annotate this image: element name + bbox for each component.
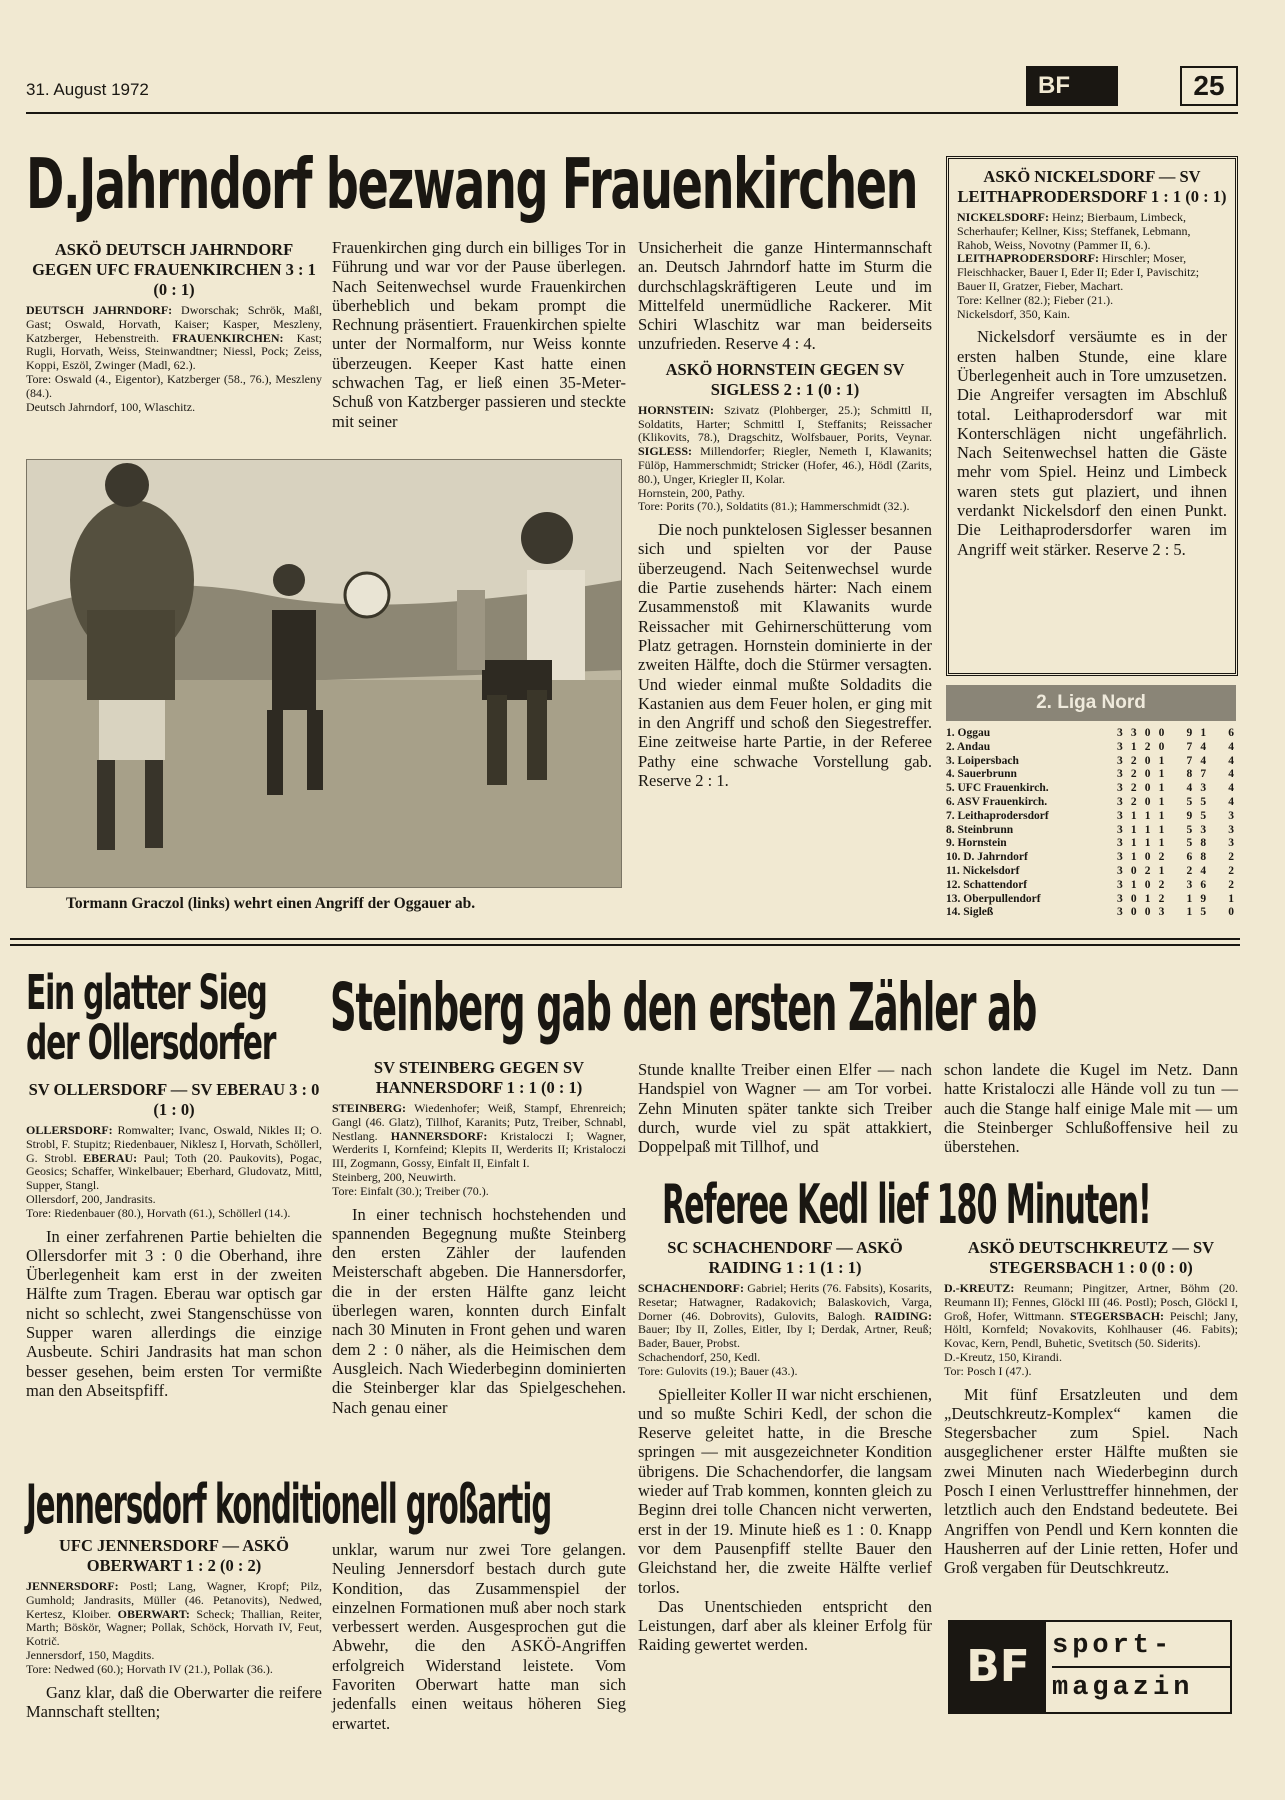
logo-brand: BF	[950, 1622, 1046, 1712]
stat-l: 0	[1158, 727, 1165, 739]
stat-l: 1	[1158, 809, 1165, 822]
match-photo-illustration	[27, 460, 622, 888]
lineup-away: Bauer; Iby II, Zolles, Eitler, Iby I; Derdak, Artner, Reuß; Bader, Bauer, Probst.	[638, 1322, 932, 1351]
stat-d: 0	[1144, 906, 1151, 919]
match-photo	[26, 459, 622, 888]
spacer	[1168, 782, 1182, 796]
stat-points: 2	[1228, 851, 1234, 864]
stat-s: 3	[1116, 727, 1123, 739]
league-table-row	[946, 768, 1238, 782]
goals-line: Tore: Oswald (4., Eigentor), Katzberger (58., 76.), Meszleny (84.).	[26, 371, 322, 400]
league-table-row	[946, 824, 1238, 838]
lineup-away: Scheck; Thallian, Reiter, Marth; Böskör, Wagner; Pollak, Schöck, Horvath IV, Feut, Kotrič.	[26, 1606, 323, 1649]
spacer	[1210, 755, 1224, 769]
lineup-label: OBERWART:	[117, 1606, 190, 1621]
spacer	[1168, 906, 1182, 920]
stat-l: 1	[1158, 837, 1165, 850]
article1-col1	[26, 238, 322, 420]
stat-s: 3	[1116, 795, 1123, 808]
stat-d: 0	[1144, 768, 1151, 781]
lineup-label: NICKELSDORF:	[957, 210, 1050, 224]
lineup-label: D.-KREUTZ:	[944, 1281, 1015, 1295]
goals-line: Tore: Einfalt (30.); Treiber (70.).	[332, 1183, 489, 1198]
goals-line: Tore: Porits (70.), Soldatits (81.); Hammerschmidt (32.).	[638, 499, 910, 514]
stat-ga: 4	[1200, 740, 1207, 753]
stat-ga: 4	[1200, 864, 1207, 877]
stat-s: 3	[1116, 823, 1123, 836]
stat-gf: 7	[1186, 740, 1193, 753]
stat-d: 2	[1144, 740, 1151, 753]
stat-l: 1	[1158, 768, 1165, 781]
stat-d: 0	[1144, 754, 1151, 767]
spacer	[1210, 906, 1224, 920]
spacer	[1168, 837, 1182, 851]
article6-lineups	[26, 1580, 322, 1677]
goals-line: Tore: Riedenbauer (80.), Horvath (61.), Schöllerl (14.).	[26, 1205, 291, 1220]
stat-ga: 9	[1200, 892, 1207, 905]
article5-text: In einer technisch hochstehenden und spannenden Begegnung mußte Steinberg den ersten Zähler der laufenden Meisterschaft abgeben. Die Hannersdorfer, die in der ersten Hälfte ganz leicht überlegen waren, konnten durch Einfalt nach 30 Minuten in Front gehen und waren dem 2 : 0 näher, als die Heimischen dem Ausgleich. Nach Wiederbeginn dominierten die Steinberger klar das Spielgeschehen. Nach genau einer	[332, 1204, 626, 1417]
spacer	[1168, 768, 1182, 782]
stat-s: 3	[1116, 754, 1123, 767]
stat-ga: 6	[1200, 878, 1207, 891]
lineup-label: RAIDING:	[874, 1308, 933, 1323]
goals-line: Tor: Posch I (47.).	[944, 1363, 1032, 1378]
stat-w: 1	[1130, 740, 1137, 753]
attendance-line: Schachendorf, 250, Kedl.	[638, 1349, 761, 1364]
stat-points: 3	[1228, 823, 1234, 836]
stat-ga: 5	[1200, 795, 1207, 808]
lineup-label: JENNERSDORF:	[26, 1579, 119, 1593]
stat-ga: 8	[1200, 851, 1207, 864]
lineup-label: LEITHAPRODERSDORF:	[957, 251, 1100, 266]
stat-l: 1	[1158, 782, 1165, 795]
stat-l: 0	[1158, 740, 1165, 753]
spacer	[1168, 796, 1182, 810]
stat-w: 1	[1130, 809, 1137, 822]
spacer	[1210, 824, 1224, 838]
stat-ga: 5	[1200, 809, 1207, 822]
stat-l: 2	[1158, 851, 1165, 864]
lineup-label: DEUTSCH JAHRNDORF:	[26, 303, 173, 317]
league-table-row	[946, 727, 1238, 741]
article8-text: Mit fünf Ersatzleuten und dem „Deutschkreutz-Komplex“ kamen die Stegersbacher zum Spiel. Nach ausgeglichener erster Hälfte mußten sie zwei Minuten nach Wiederbeginn durch Posch I einen Verlusttreffer hinnehmen, der letztlich auch den Endstand bedeutete. Bei Angriffen von Pendl und Kern konnten die Hausherren auf der Linie retten, Hofer und Groß vergaben für Deutschkreutz.	[944, 1384, 1238, 1578]
attendance-line: Ollersdorf, 200, Jandrasits.	[26, 1191, 156, 1206]
lineup-label: HANNERSDORF:	[390, 1128, 488, 1143]
stat-points: 4	[1228, 782, 1234, 795]
article7-subhead: SC SCHACHENDORF — ASKÖ RAIDING 1 : 1 (1 : 1)	[667, 1238, 903, 1277]
attendance-line: D.-Kreutz, 150, Kirandi.	[944, 1349, 1062, 1364]
spacer	[1210, 810, 1224, 824]
page-date: 31. August 1972	[26, 80, 149, 99]
stat-ga: 1	[1200, 727, 1207, 739]
stat-gf: 2	[1186, 864, 1193, 877]
stat-gf: 8	[1186, 768, 1193, 781]
league-table-row	[946, 755, 1238, 769]
headline-kedl: Referee Kedl lief 180 Minuten!	[662, 1173, 1151, 1236]
stat-gf: 7	[1186, 754, 1193, 767]
lineup-home: Wiedenhofer; Weiß, Stampf, Ehrenreich; Gangl (46. Glatz), Tillhof, Karanits; Putz, Treiber, Schnabl, Nestlang.	[332, 1101, 626, 1143]
spacer	[1210, 727, 1224, 741]
article4-subhead: SV OLLERSDORF — SV EBERAU 3 : 0 (1 : 0)	[28, 1080, 320, 1119]
spacer	[1210, 851, 1224, 865]
article1-lineups	[26, 304, 322, 414]
spacer	[1168, 727, 1182, 741]
article1-col3	[638, 238, 932, 790]
stat-s: 3	[1116, 837, 1123, 850]
spacer	[1168, 879, 1182, 893]
team-name: 6. ASV Frauenkirch.	[946, 795, 1048, 808]
stat-points: 0	[1228, 906, 1234, 919]
stat-l: 2	[1158, 892, 1165, 905]
team-name: 13. Oberpullendorf	[946, 892, 1041, 905]
masthead-rule	[26, 112, 1238, 114]
stat-gf: 6	[1186, 851, 1193, 864]
attendance-line: Deutsch Jahrndorf, 100, Wlaschitz.	[26, 399, 196, 414]
stat-w: 1	[1130, 878, 1137, 891]
lineup-away: Millendorfer; Riegler, Nemeth I, Klawanits; Fülöp, Hammerschmidt; Stricker (Hofer, 46.), Hödl (Zarits, 80.), Unger, Kriegler II, Kolar.	[638, 444, 932, 486]
stat-points: 4	[1228, 795, 1234, 808]
stat-w: 1	[1130, 837, 1137, 850]
brand-badge: BF	[1026, 66, 1118, 106]
stat-l: 1	[1158, 795, 1165, 808]
stat-points: 6	[1228, 727, 1234, 739]
lineup-home: Gabriel; Herits (76. Fabsits), Kosarits, Resetar; Hatwagner, Radakovich; Balaskovich, Varga, Dorner (46. Dobrovits), Gulovits, Balogh.	[638, 1281, 933, 1323]
article6-subhead: UFC JENNERSDORF — ASKÖ OBERWART 1 : 2 (0 : 2)	[59, 1536, 289, 1575]
page-number: 25	[1180, 66, 1238, 106]
league-table-row	[946, 796, 1238, 810]
article2-text: Die noch punktelosen Siglesser besannen sich und spielten vor der Pause überzeugend. Nach Seitenwechsel wurde die Partie zusehends härter: Nach einem Zusammenstoß mit Klawanits wurde Reissacher mit Gehirnerschütterung vom Platz getragen. Hornstein dominierte in der zweiten Hälfte, doch die Stürmer versagten. Und wieder einmal mußte Soldadits die Kastanien aus dem Feuer holen, er ging mit in den Angriff und schoß den Siegestreffer. Eine zeitweise harte Partie, in der Referee Pathy eine schwache Vorstellung gab. Reserve 2 : 1.	[638, 520, 932, 791]
lineup-home: Dworschak; Schrök, Maßl, Gast; Oswald, Horvath, Kaiser; Kasper, Meszleny, Katzberger, Hebenstreith.	[26, 303, 323, 345]
team-name: 4. Sauerbrunn	[946, 768, 1017, 781]
goals-line: Tore: Gulovits (19.); Bauer (43.).	[638, 1363, 798, 1378]
article3-lineups	[957, 211, 1227, 321]
stat-ga: 4	[1200, 754, 1207, 767]
team-name: 14. Sigleß	[946, 906, 994, 919]
article3-subhead: ASKÖ NICKELSDORF — SV LEITHAPRODERSDORF 1 : 1 (0 : 1)	[957, 167, 1227, 206]
lineup-label: FRAUENKIRCHEN:	[172, 330, 284, 345]
league-table-row	[946, 906, 1238, 920]
lineup-away: Peischl; Jany, Höltl, Kornfeld; Novakovits, Kohlhauser (46. Fabits); Kovac, Kern, Pendl, Buhetic, Svetitsch (50. Siderits).	[944, 1308, 1238, 1351]
lineup-home: Heinz; Bierbaum, Limbeck, Scherhaufer; Kellner, Kiss; Steffanek, Lebmann, Rahob, Weiss, Novotny (Pammer II, 6.).	[957, 210, 1191, 252]
team-name: 8. Steinbrunn	[946, 823, 1014, 836]
headline-jennersdorf: Jennersdorf konditionell großartig	[26, 1473, 552, 1536]
league-table-row	[946, 879, 1238, 893]
stat-points: 2	[1228, 864, 1234, 877]
stat-w: 0	[1130, 864, 1137, 877]
team-name: 7. Leithaprodersdorf	[946, 809, 1049, 822]
logo-wordmark	[1046, 1622, 1230, 1712]
lineup-home: Szivatz (Plohberger, 25.); Schmittl II, Soldatits, Harter; Schmittl I, Steffanits; Reissacher (Klikovits, 78.), Dragschitz, Wolfsbauer, Porits, Veynar.	[638, 402, 933, 445]
stat-gf: 5	[1186, 837, 1193, 850]
spacer	[1168, 893, 1182, 907]
league-table-row	[946, 893, 1238, 907]
spacer	[1168, 741, 1182, 755]
sportmagazin-logo	[948, 1620, 1232, 1714]
article4-col	[26, 1078, 322, 1400]
photo-caption: Tormann Graczol (links) wehrt einen Angriff der Oggauer ab.	[66, 895, 476, 912]
stat-points: 1	[1228, 892, 1234, 905]
article6-col2: unklar, warum nur zwei Tore gelangen. Neuling Jennersdorf bestach durch gute Kondition, das Zusammenspiel der einzelnen Formationen muß aber noch stark verbessert werden. Ausgesprochen gut die Abwehr, die den ASKÖ-Angriffen erfolgreich Widerstand leistete. Vom Favoriten Oberwart hatte man sich jedenfalls einen weitaus höheren Sieg erwartet.	[332, 1540, 626, 1733]
stat-gf: 3	[1186, 878, 1193, 891]
article8-lineups	[944, 1282, 1238, 1379]
spacer	[1168, 755, 1182, 769]
stat-w: 2	[1130, 782, 1137, 795]
stat-s: 3	[1116, 809, 1123, 822]
team-name: 9. Hornstein	[946, 837, 1007, 850]
article6-text: Ganz klar, daß die Oberwarter die reifere Mannschaft stellten;	[26, 1682, 322, 1721]
article3-box	[946, 156, 1238, 676]
article5-subhead: SV STEINBERG GEGEN SV HANNERSDORF 1 : 1 (0 : 1)	[373, 1058, 585, 1097]
stat-gf: 5	[1186, 795, 1193, 808]
stat-points: 3	[1228, 837, 1234, 850]
lineup-away: Kristaloczi I; Wagner, Werderits I, Kornfeind; Klepits II, Werderits II; Kristaloczi III, Zogmann, Gossy, Einfalt II, Einfalt I.	[332, 1128, 626, 1171]
team-name: 2. Andau	[946, 740, 991, 753]
article2-lineups	[638, 404, 932, 514]
lineup-label: EBERAU:	[83, 1150, 138, 1165]
stat-s: 3	[1116, 878, 1123, 891]
spacer	[1210, 796, 1224, 810]
stat-points: 3	[1228, 809, 1234, 822]
headline-line: der Ollersdorfer	[26, 1015, 276, 1072]
article7-col	[638, 1236, 932, 1655]
article5-col1	[332, 1056, 626, 1417]
league-table-row	[946, 741, 1238, 755]
goals-line: Tore: Kellner (82.); Fieber (21.).	[957, 292, 1114, 307]
stat-d: 0	[1144, 795, 1151, 808]
lineup-label: STEGERSBACH:	[1070, 1308, 1165, 1323]
team-name: 10. D. Jahrndorf	[946, 851, 1028, 864]
league-table	[946, 727, 1238, 920]
spacer	[1210, 879, 1224, 893]
league-table-row	[946, 837, 1238, 851]
team-name: 12. Schattendorf	[946, 878, 1028, 891]
lineup-away: Kast; Rugli, Horvath, Weiss, Steinwandtner; Niessl, Pock; Zeiss, Koppi, Eszöl, Zwinger (Madl, 62.).	[26, 330, 323, 373]
stat-s: 3	[1116, 768, 1123, 781]
stat-ga: 3	[1200, 782, 1207, 795]
stat-ga: 7	[1200, 768, 1207, 781]
attendance-line: Jennersdorf, 150, Magdits.	[26, 1647, 155, 1662]
stat-w: 2	[1130, 795, 1137, 808]
stat-ga: 3	[1200, 823, 1207, 836]
article5-col3: schon landete die Kugel im Netz. Dann hatte Kristaloczi alle Hände voll zu tun — auch die Stange half einige Male mit — um die Steinberger Schlußoffensive heil zu überstehen.	[944, 1060, 1238, 1157]
attendance-line: Steinberg, 200, Neuwirth.	[332, 1169, 457, 1184]
stat-l: 2	[1158, 878, 1165, 891]
logo-word: sport-	[1052, 1631, 1174, 1661]
stat-d: 1	[1144, 892, 1151, 905]
lineup-home: Reumann; Pingitzer, Artner, Böhm (20. Reumann II); Fennes, Glöckl III (46. Postl); Posch, Glöckl I, Groß, Hofer, Wittmann.	[944, 1281, 1239, 1323]
article2-subhead: ASKÖ HORNSTEIN GEGEN SV SIGLESS 2 : 1 (0 : 1)	[665, 359, 905, 399]
spacer	[1210, 782, 1224, 796]
lineup-away: Hirschler; Moser, Fleischhacker, Bauer I, Eder II; Eder I, Pavischitz; Bauer II, Gratzer, Fieber, Machart.	[957, 251, 1200, 293]
stat-d: 0	[1144, 782, 1151, 795]
stat-points: 2	[1228, 878, 1234, 891]
article1-col2: Frauenkirchen ging durch ein billiges Tor in Führung und war vor der Pause überlegen. Nach Seitenwechsel wurde Frauenkirchen überheblich und bekam prompt die Rechnung präsentiert. Frauenkirchen spielte unter der Normalform, nur Weiss konnte überzeugen. Keeper Kast hatte einen schwachen Tag, er ließ einen 35-Meter-Schuß von Katzberger passieren und steckte mit seiner	[332, 238, 626, 431]
lineup-label: HORNSTEIN:	[638, 402, 715, 417]
league-table-row	[946, 810, 1238, 824]
stat-w: 3	[1130, 727, 1137, 739]
stat-s: 3	[1116, 864, 1123, 877]
stat-w: 1	[1130, 851, 1137, 864]
spacer	[1168, 824, 1182, 838]
headline-line: Ein glatter Sieg	[26, 965, 267, 1021]
spacer	[1210, 893, 1224, 907]
stat-l: 1	[1158, 864, 1165, 877]
stat-d: 1	[1144, 809, 1151, 822]
headline-steinberg: Steinberg gab den ersten Zähler ab	[330, 969, 1037, 1046]
stat-d: 0	[1144, 727, 1151, 739]
spacer	[1210, 768, 1224, 782]
article8-col	[944, 1236, 1238, 1578]
stat-w: 1	[1130, 823, 1137, 836]
league-table-title: 2. Liga Nord	[946, 685, 1236, 721]
stat-d: 1	[1144, 823, 1151, 836]
headline-ollersdorf	[26, 965, 276, 1072]
section-separator	[10, 938, 1240, 946]
stat-points: 4	[1228, 768, 1234, 781]
stat-d: 1	[1144, 837, 1151, 850]
league-table-row	[946, 851, 1238, 865]
stat-d: 0	[1144, 878, 1151, 891]
stat-w: 2	[1130, 754, 1137, 767]
stat-points: 4	[1228, 754, 1234, 767]
stat-w: 2	[1130, 768, 1137, 781]
stat-s: 3	[1116, 906, 1123, 919]
team-name: 5. UFC Frauenkirch.	[946, 782, 1049, 795]
article8-subhead: ASKÖ DEUTSCHKREUTZ — SV STEGERSBACH 1 : 0 (0 : 0)	[967, 1238, 1215, 1277]
stat-s: 3	[1116, 740, 1123, 753]
article6-col1	[26, 1534, 322, 1721]
spacer	[1210, 837, 1224, 851]
article4-lineups	[26, 1124, 322, 1221]
headline-jahrndorf: D.Jahrndorf bezwang Frauenkirchen	[26, 143, 918, 225]
stat-d: 0	[1144, 851, 1151, 864]
article3-text: Nickelsdorf versäumte es in der ersten halben Stunde, eine klare Überlegenheit auch in Tore umzusetzen. Die Angreifer versagten im Abschluß total. Leithaprodersdorf war mit Konterschlägen nicht ungefährlich. Nach Seitenwechsel hatten die Gäste mehr vom Spiel. Heinz und Limbeck waren stets gut plaziert, und ihnen verdankt Nickelsdorf den einen Punkt. Die Leithaprodersdorfer waren im Angriff weit stärker. Reserve 2 : 5.	[957, 327, 1227, 559]
lineup-label: SIGLESS:	[638, 444, 693, 459]
stat-l: 3	[1158, 906, 1165, 919]
article5-lineups	[332, 1102, 626, 1199]
stat-w: 0	[1130, 892, 1137, 905]
stat-gf: 9	[1186, 809, 1193, 822]
team-name: 3. Loipersbach	[946, 754, 1019, 767]
spacer	[1210, 741, 1224, 755]
logo-word: magazin	[1052, 1666, 1230, 1708]
stat-ga: 8	[1200, 837, 1207, 850]
spacer	[1168, 865, 1182, 879]
stat-s: 3	[1116, 851, 1123, 864]
league-table-row	[946, 782, 1238, 796]
article7-text: Spielleiter Koller II war nicht erschienen, und so mußte Schiri Kedl, der schon die Reserve geleitet hatte, in die Bresche springen — mit ausgezeichneter Kondition übrigens. Die Schachendorfer, die langsam wieder auf Trab kommen, konnten gleich zu Beginn drei tolle Chancen nicht verwerten, erst in der 19. Minute hieß es 1 : 0. Knapp vor dem Pausenpfiff stellte Bauer den Gleichstand her, die zweite Hälfte verlief torlos.	[638, 1384, 932, 1597]
article1-subhead: ASKÖ DEUTSCH JAHRNDORF GEGEN UFC FRAUENKIRCHEN 3 : 1 (0 : 1)	[32, 240, 316, 299]
lineup-home: Romwalter; Ivanc, Oswald, Nikles II; O. Strobl, F. Stupitz; Riedenbauer, Niklesz I, Horvath, Schöllerl, G. Strobl.	[26, 1123, 322, 1165]
league-table-row	[946, 865, 1238, 879]
spacer	[1168, 810, 1182, 824]
stat-gf: 4	[1186, 782, 1193, 795]
stat-l: 1	[1158, 754, 1165, 767]
spacer	[1168, 851, 1182, 865]
lineup-away: Paul; Toth (20. Paukovits), Pogac, Geosics; Schaffer, Winkelbauer; Eberhard, Gludovatz, Mittl, Supper, Stangl.	[26, 1150, 323, 1193]
stat-gf: 5	[1186, 823, 1193, 836]
goals-line: Tore: Nedwed (60.); Horvath IV (21.), Pollak (36.).	[26, 1661, 273, 1676]
stat-gf: 9	[1186, 727, 1193, 739]
stat-points: 4	[1228, 740, 1234, 753]
team-name: 1. Oggau	[946, 727, 991, 739]
article4-text: In einer zerfahrenen Partie behielten die Ollersdorfer mit 3 : 0 die Oberhand, ihre Überlegenheit kam erst in der zweiten Hälfte zum Tragen. Eberau war optisch gar nicht so schlecht, zwei Stangenschüsse von Supper waren allerdings die einzige Ausbeute. Schiri Jandrasits hat man schon besser gesehen, beim ersten Tor vermißte man den Abseitspfiff.	[26, 1226, 322, 1400]
lineup-label: OLLERSDORF:	[26, 1123, 113, 1137]
stat-gf: 1	[1186, 906, 1193, 919]
lineup-label: STEINBERG:	[332, 1101, 407, 1115]
lineup-label: SCHACHENDORF:	[638, 1281, 745, 1295]
stat-d: 2	[1144, 864, 1151, 877]
stat-ga: 5	[1200, 906, 1207, 919]
article7-text2: Das Unentschieden entspricht den Leistungen, darf aber als kleiner Erfolg für Raiding gewertet werden.	[638, 1596, 932, 1655]
attendance-line: Hornstein, 200, Pathy.	[638, 485, 745, 500]
stat-gf: 1	[1186, 892, 1193, 905]
team-name: 11. Nickelsdorf	[946, 864, 1020, 877]
article1-text-end: Unsicherheit die ganze Hintermannschaft an. Deutsch Jahrndorf hatte im Sturm die durchschlagskräftigeren Leute und im Mittelfeld unermüdliche Rackerer. Mit Schiri Wlaschitz war man beiderseits unzufrieden. Reserve 4 : 4.	[638, 238, 932, 354]
article5-col2: Stunde knallte Treiber einen Elfer — nach Handspiel von Wagner — am Tor vorbei. Zehn Minuten später tankte sich Treiber durch, wurde viel zu spät attakkiert, Doppelpaß mit Tillhof, und	[638, 1060, 932, 1157]
lineup-home: Postl; Lang, Wagner, Kropf; Pilz, Gumhold; Jandrasits, Müller (46. Petanovits), Nedwed, Kertesz, Kloiber.	[26, 1579, 323, 1621]
stat-s: 3	[1116, 892, 1123, 905]
attendance-line: Nickelsdorf, 350, Kain.	[957, 306, 1070, 321]
stat-l: 1	[1158, 823, 1165, 836]
stat-w: 0	[1130, 906, 1137, 919]
article7-lineups	[638, 1282, 932, 1379]
stat-s: 3	[1116, 782, 1123, 795]
spacer	[1210, 865, 1224, 879]
